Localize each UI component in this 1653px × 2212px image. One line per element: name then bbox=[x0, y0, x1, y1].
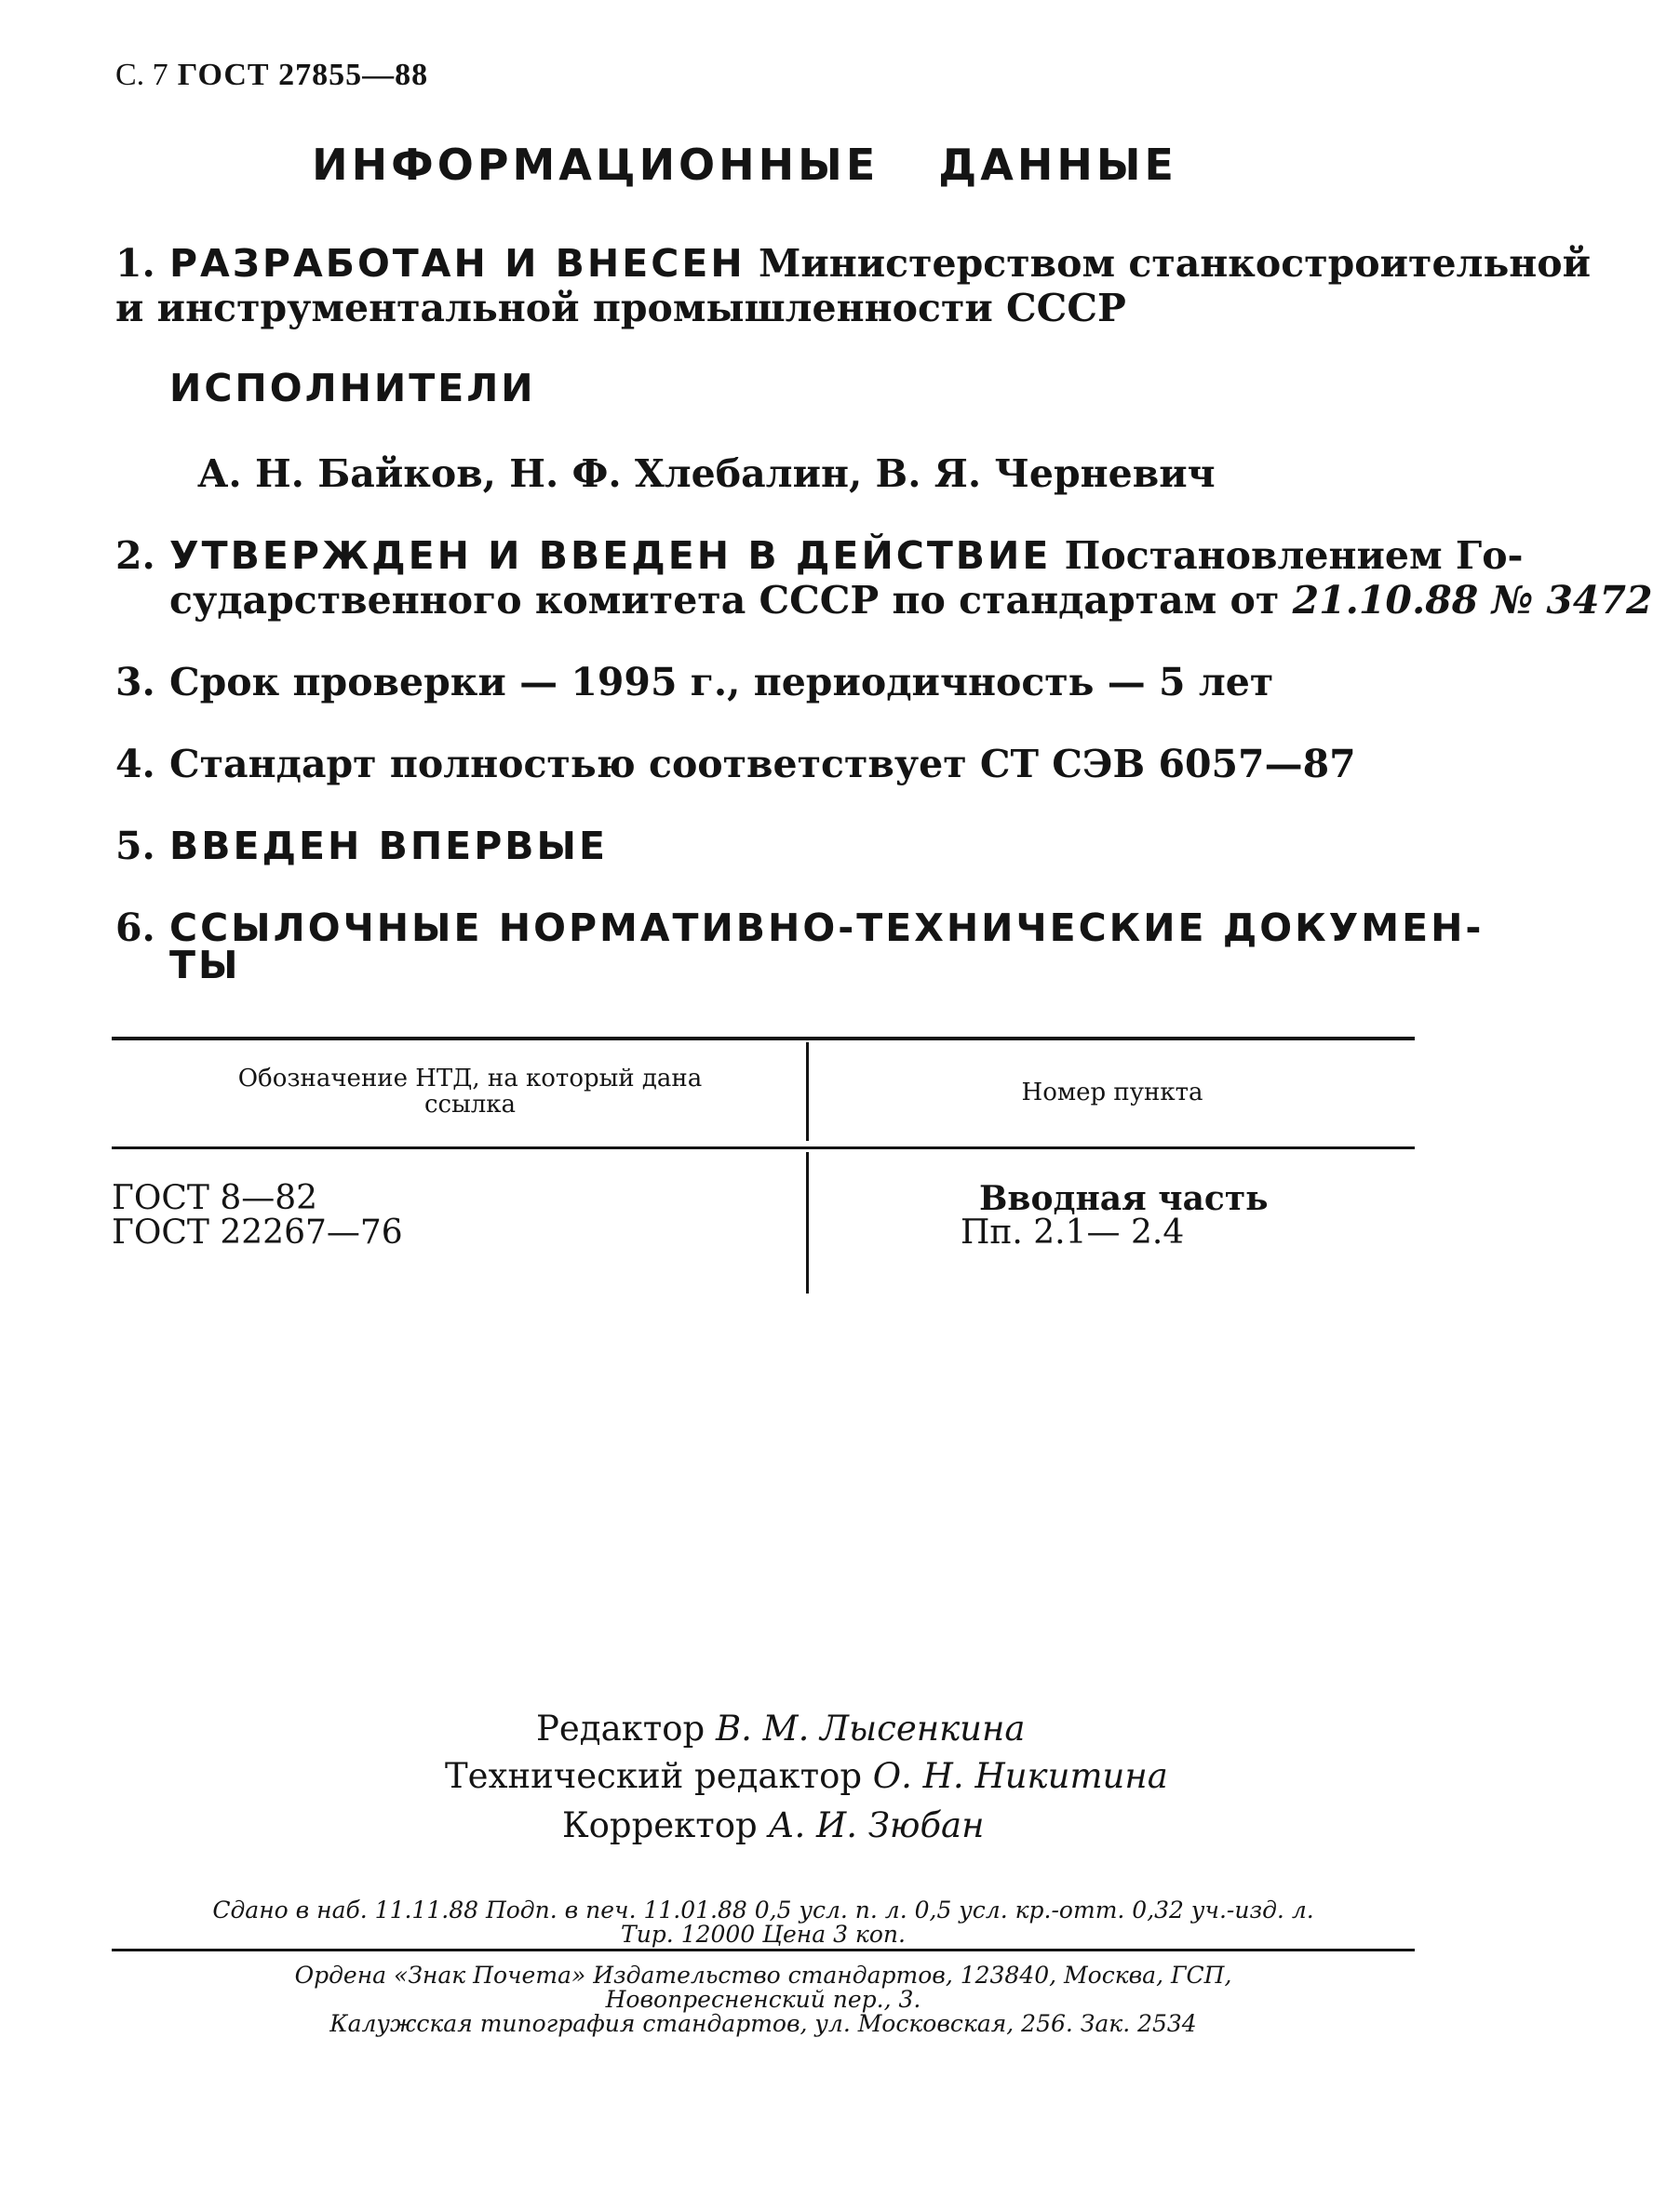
imprint-publisher-line1: Ордена «Знак Почета» Издательство стандартов, 123840, Москва, ГСП, bbox=[294, 1962, 1232, 1989]
credit-editor-label: Редактор bbox=[536, 1709, 706, 1749]
table-cell-clause: Вводная часть bbox=[979, 1179, 1269, 1218]
credit-tech-editor-label: Технический редактор bbox=[445, 1756, 863, 1796]
table-header-col1 bbox=[140, 1066, 800, 1118]
table-row bbox=[112, 1179, 318, 1217]
section-6 bbox=[115, 905, 1484, 951]
credit-editor-name: В. М. Лысенкина bbox=[715, 1709, 1026, 1749]
imprint-publisher-line2: Новопресненский пер., 3. bbox=[605, 1986, 921, 2013]
imprint-rule bbox=[112, 1949, 1415, 1951]
credit-proofreader bbox=[562, 1805, 984, 1845]
section-2-lead: УТВЕРЖДЕН И ВВЕДЕН В ДЕЙСТВИЕ bbox=[169, 533, 1052, 578]
credit-proofreader-label: Корректор bbox=[562, 1805, 758, 1845]
section-1-number: 1. bbox=[115, 241, 155, 286]
section-2-text-line2: сударственного комитета СССР по стандартам от bbox=[169, 578, 1280, 623]
section-2 bbox=[115, 532, 1524, 579]
section-5-text: ВВЕДЕН ВПЕРВЫЕ bbox=[169, 824, 608, 868]
credit-proofreader-name: А. И. Зюбан bbox=[768, 1805, 985, 1845]
section-4-text: Стандарт полностью соответствует СТ СЭВ 6057—87 bbox=[169, 742, 1356, 786]
table-cell-doc: ГОСТ 8—82 bbox=[112, 1179, 318, 1217]
section-1 bbox=[115, 240, 1591, 287]
table-top-rule bbox=[112, 1037, 1415, 1040]
page-header bbox=[115, 58, 428, 93]
imprint-line2: Тир. 12000 Цена 3 коп. bbox=[621, 1921, 906, 1948]
table-cell-clause: Пп. 2.1— 2.4 bbox=[961, 1213, 1185, 1252]
page-number: С. 7 bbox=[115, 58, 168, 92]
imprint-line1: Сдано в наб. 11.11.88 Подп. в печ. 11.01.88 0,5 усл. п. л. 0,5 усл. кр.-отт. 0,32 уч.-изд. л. bbox=[212, 1897, 1314, 1924]
section-2-decree: 21.10.88 № 3472 bbox=[1292, 578, 1653, 623]
table-column-divider-body bbox=[806, 1152, 809, 1294]
document-title: ИНФОРМАЦИОННЫЕ ДАННЫЕ bbox=[312, 140, 1177, 190]
credit-tech-editor-name: О. Н. Никитина bbox=[872, 1756, 1168, 1796]
section-3-number: 3. bbox=[115, 660, 155, 704]
imprint-publisher-line3: Калужская типография стандартов, ул. Московская, 256. Зак. 2534 bbox=[329, 2010, 1197, 2037]
section-1-lead: РАЗРАБОТАН И ВНЕСЕН bbox=[169, 241, 746, 286]
table-header-col1-line2: ссылка bbox=[423, 1091, 517, 1119]
table-column-divider-header bbox=[806, 1042, 809, 1141]
table-cell-doc: ГОСТ 22267—76 bbox=[112, 1213, 403, 1252]
imprint-print-data bbox=[112, 1898, 1415, 1947]
table-header-col2: Номер пункта bbox=[1021, 1079, 1203, 1106]
credit-tech-editor bbox=[445, 1756, 1168, 1796]
section-2-line2 bbox=[169, 577, 1653, 623]
standard-number: ГОСТ 27855—88 bbox=[177, 58, 429, 92]
section-2-number: 2. bbox=[115, 533, 155, 578]
executors-list: А. Н. Байков, Н. Ф. Хлебалин, В. Я. Черневич bbox=[197, 451, 1216, 496]
table-row bbox=[112, 1213, 403, 1252]
credit-editor bbox=[536, 1709, 1025, 1749]
executors-heading: ИСПОЛНИТЕЛИ bbox=[169, 366, 536, 410]
section-4 bbox=[115, 741, 1356, 787]
section-1-line2: и инструментальной промышленности СССР bbox=[115, 286, 1126, 330]
section-1-text-line1: Министерством станкостроительной bbox=[758, 241, 1592, 286]
section-6-text-line1: ССЫЛОЧНЫЕ НОРМАТИВНО-ТЕХНИЧЕСКИЕ ДОКУМЕН- bbox=[169, 905, 1485, 950]
table-header-col1-line1: Обозначение НТД, на который дана bbox=[237, 1065, 703, 1093]
section-6-text-line2: ТЫ bbox=[169, 943, 241, 987]
section-2-text-line1: Постановлением Го- bbox=[1064, 533, 1524, 578]
section-5 bbox=[115, 823, 608, 869]
section-4-number: 4. bbox=[115, 742, 155, 786]
section-6-number: 6. bbox=[115, 905, 155, 950]
section-3-text: Срок проверки — 1995 г., периодичность — 5 лет bbox=[169, 660, 1274, 704]
imprint-publisher bbox=[112, 1964, 1415, 2036]
section-5-number: 5. bbox=[115, 824, 155, 868]
section-3 bbox=[115, 659, 1273, 705]
table-header-rule bbox=[112, 1146, 1415, 1149]
